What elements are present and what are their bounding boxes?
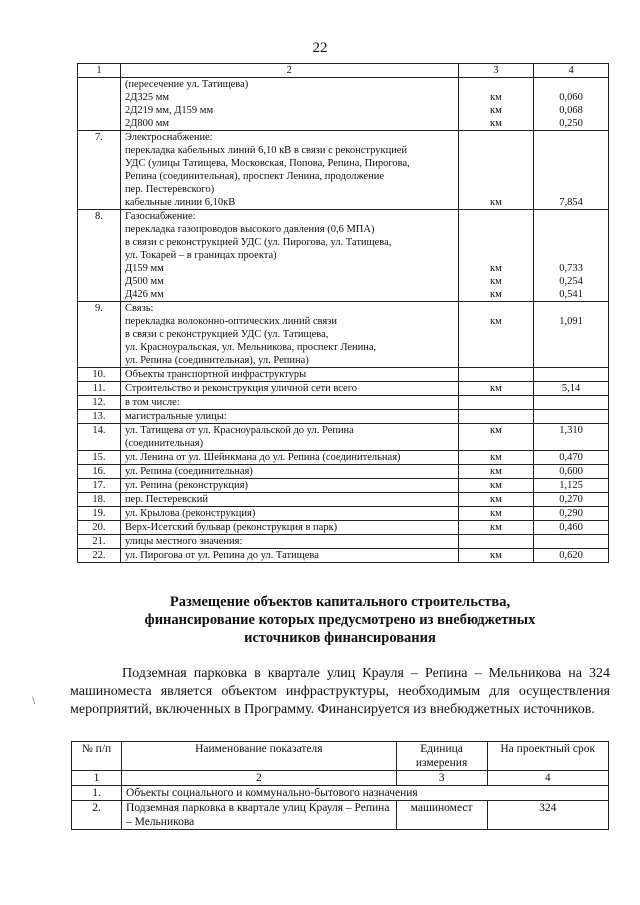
row-units-cell [458, 382, 534, 396]
row-value [538, 157, 604, 170]
header-cell: 4 [534, 64, 609, 78]
row-value: 5,14 [561, 383, 581, 394]
row-unit: км [490, 289, 502, 300]
row-text-line: улицы местного значения: [124, 536, 243, 547]
row-value [538, 410, 604, 423]
row-unit [463, 396, 530, 409]
row-text-line: перекладка газопроводов высокого давления (0,6 МПА) [124, 224, 375, 235]
table-index-row [72, 771, 609, 786]
row-lines-cell [120, 396, 458, 410]
row-unit: км [490, 118, 502, 129]
row-text-line: в связи с реконструкцией УДС (ул. Татищева, [124, 329, 329, 340]
row-text-line: Газоснабжение: [124, 211, 196, 222]
row-lines-cell [120, 535, 458, 549]
section-title-line: финансирование которых предусмотрено из внебюджетных [144, 612, 536, 628]
row-value [538, 341, 604, 354]
table-row [78, 549, 609, 563]
row-value [538, 223, 604, 236]
row-value [538, 249, 604, 262]
row-unit: км [490, 508, 502, 519]
row-text-line: Д159 мм [124, 263, 164, 274]
page-number: 22 [312, 40, 328, 56]
index-cell: 4 [487, 771, 609, 786]
row-lines-cell [120, 368, 458, 382]
row-text-line: Электроснабжение: [124, 132, 213, 143]
row-value [538, 183, 604, 196]
row-text-line: Связь: [124, 303, 154, 314]
row-unit: км [490, 452, 502, 463]
row-values-cell [534, 410, 609, 424]
row-values-cell [534, 210, 609, 302]
row-text-line: ул. Токарей – в границах проекта) [124, 250, 277, 261]
row-values-cell [534, 382, 609, 396]
row-unit [463, 131, 530, 144]
row-number: 9. [78, 302, 121, 368]
row-number: 1. [72, 786, 122, 801]
table-row [78, 410, 609, 424]
table-row [78, 479, 609, 493]
row-lines-cell [120, 382, 458, 396]
row-value [538, 78, 604, 91]
row-lines-cell [120, 465, 458, 479]
row-units-cell [458, 549, 534, 563]
row-text-line: в том числе: [124, 397, 180, 408]
row-unit: км [490, 105, 502, 116]
table-header-row [78, 64, 609, 78]
row-text-line: перекладка кабельных линий 6,10 кВ в связи с реконструкцией [124, 145, 408, 156]
parking-table [71, 741, 609, 830]
row-text-line: ул. Репина (соединительная), ул. Репина) [124, 355, 309, 366]
row-value: 1,091 [559, 316, 583, 327]
row-unit [463, 341, 530, 354]
row-value: 0,068 [559, 105, 583, 116]
row-unit [463, 236, 530, 249]
row-unit [463, 328, 530, 341]
row-number: 22. [78, 549, 121, 563]
row-units-cell [458, 368, 534, 382]
row-value: 0,541 [559, 289, 583, 300]
row-value: 0,600 [559, 466, 583, 477]
row-value: 0,290 [559, 508, 583, 519]
row-number: 21. [78, 535, 121, 549]
row-value [538, 302, 604, 315]
row-number: 18. [78, 493, 121, 507]
row-number: 2. [72, 801, 122, 830]
table-row [72, 801, 609, 830]
row-text-line: Д500 мм [124, 276, 164, 287]
row-value [538, 328, 604, 341]
row-lines-cell [120, 521, 458, 535]
row-units-cell [458, 396, 534, 410]
row-number: 8. [78, 210, 121, 302]
row-number: 7. [78, 131, 121, 210]
row-name: Подземная парковка в квартале улиц Крауля – Репина – Мельникова [122, 801, 397, 830]
row-value: 0,733 [559, 263, 583, 274]
header-cell: 3 [458, 64, 534, 78]
row-unit [463, 170, 530, 183]
row-values-cell [534, 465, 609, 479]
row-lines-cell [120, 451, 458, 465]
row-lines-cell [120, 479, 458, 493]
row-units-cell [458, 302, 534, 368]
row-value [538, 368, 604, 381]
row-values-cell [534, 493, 609, 507]
row-unit [463, 157, 530, 170]
row-unit: км [490, 197, 502, 208]
row-text-line: 2Д325 мм [124, 92, 170, 103]
row-lines-cell [120, 410, 458, 424]
row-text-line: Объекты транспортной инфраструктуры [124, 369, 307, 380]
index-cell: 3 [396, 771, 487, 786]
row-unit: км [490, 480, 502, 491]
row-number: 19. [78, 507, 121, 521]
row-text-line: (соединительная) [124, 438, 204, 449]
row-units-cell [458, 424, 534, 451]
table-row [78, 493, 609, 507]
row-units-cell [458, 535, 534, 549]
header-cell: 1 [78, 64, 121, 78]
row-values-cell [534, 424, 609, 451]
row-number: 10. [78, 368, 121, 382]
table-row [78, 78, 609, 131]
row-text-line: магистральные улицы: [124, 411, 227, 422]
margin-mark: \ [32, 693, 36, 707]
row-units-cell [458, 410, 534, 424]
row-value [538, 437, 604, 450]
row-unit [463, 144, 530, 157]
body-paragraph: Подземная парковка в квартале улиц Крауля – Репина – Мельникова на 324 машиноместа является объектом инфраструктуры, необходимым для осуществления мероприятий, включенных в Программу. Финансируется из внебюджетных источников. [70, 666, 610, 717]
row-unit [463, 410, 530, 423]
row-name: Объекты социального и коммунально-бытового назначения [122, 786, 609, 801]
row-text-line: ул. Пирогова от ул. Репина до ул. Татищева [124, 550, 319, 561]
row-units-cell [458, 521, 534, 535]
table-row [78, 302, 609, 368]
row-lines-cell [120, 302, 458, 368]
row-unit: км [490, 92, 502, 103]
row-unit [463, 535, 530, 548]
row-unit [463, 302, 530, 315]
row-unit: км [490, 263, 502, 274]
table-row [78, 507, 609, 521]
infrastructure-table [77, 63, 609, 563]
row-unit [463, 354, 530, 367]
row-values-cell [534, 396, 609, 410]
row-value [538, 170, 604, 183]
row-value [538, 236, 604, 249]
row-unit: км [490, 466, 502, 477]
row-unit: км [490, 550, 502, 561]
row-value [538, 535, 604, 548]
row-value [538, 396, 604, 409]
row-text-line: Репина (соединительная), проспект Ленина, продолжение [124, 171, 384, 182]
row-values-cell [534, 479, 609, 493]
row-unit [463, 210, 530, 223]
row-unit: км [490, 522, 502, 533]
row-unit [463, 249, 530, 262]
row-lines-cell [120, 424, 458, 451]
row-unit: км [490, 494, 502, 505]
row-unit [463, 437, 530, 450]
row-units-cell [458, 507, 534, 521]
row-text-line: ул. Репина (реконструкция) [124, 480, 248, 491]
row-number: 20. [78, 521, 121, 535]
row-values-cell [534, 302, 609, 368]
row-text-line: ул. Татищева от ул. Красноуральской до ул. Репина [124, 425, 354, 436]
row-number: 13. [78, 410, 121, 424]
row-number: 15. [78, 451, 121, 465]
row-unit: км [490, 425, 502, 436]
section-title [70, 593, 610, 647]
row-unit [463, 368, 530, 381]
col-name-header: Наименование показателя [122, 742, 397, 771]
row-value: 0,250 [559, 118, 583, 129]
row-lines-cell [120, 210, 458, 302]
index-cell: 1 [72, 771, 122, 786]
table-row [78, 465, 609, 479]
row-lines-cell [120, 493, 458, 507]
row-units-cell [458, 493, 534, 507]
row-units-cell [458, 479, 534, 493]
table-row [78, 368, 609, 382]
row-value [538, 131, 604, 144]
table-row [78, 424, 609, 451]
row-unit [463, 183, 530, 196]
row-number: 11. [78, 382, 121, 396]
table-row [78, 535, 609, 549]
row-value: 0,270 [559, 494, 583, 505]
table-header-row [72, 742, 609, 771]
section-title-line: Размещение объектов капитального строительства, [169, 594, 511, 610]
row-text-line: ул. Крылова (реконструкция) [124, 508, 256, 519]
row-value [538, 354, 604, 367]
row-value: 0,460 [559, 522, 583, 533]
row-value: 0,620 [559, 550, 583, 561]
col-term-header: На проектный срок [487, 742, 609, 771]
row-values-cell [534, 521, 609, 535]
row-unit: км [490, 276, 502, 287]
index-cell: 2 [122, 771, 397, 786]
row-text-line: пер. Пестеревский [124, 494, 208, 505]
row-units-cell [458, 465, 534, 479]
col-num-header: № п/п [72, 742, 122, 771]
row-units-cell [458, 78, 534, 131]
table-row [78, 451, 609, 465]
row-number: 17. [78, 479, 121, 493]
table-row [78, 396, 609, 410]
row-value [538, 144, 604, 157]
row-text-line: кабельные линии 6,10кВ [124, 197, 236, 208]
row-value: 1,310 [559, 425, 583, 436]
row-values-cell [534, 368, 609, 382]
row-number: 16. [78, 465, 121, 479]
row-text-line: Д426 мм [124, 289, 164, 300]
row-values-cell [534, 131, 609, 210]
row-value: 7,854 [559, 197, 583, 208]
row-values-cell [534, 78, 609, 131]
row-text-line: ул. Репина (соединительная) [124, 466, 253, 477]
row-value: 0,470 [559, 452, 583, 463]
row-number: 12. [78, 396, 121, 410]
row-units-cell [458, 451, 534, 465]
section-title-line: источников финансирования [244, 630, 436, 646]
row-unit: км [490, 316, 502, 327]
row-text-line: пер. Пестеревского) [124, 184, 215, 195]
row-text-line: в связи с реконструкцией УДС (ул. Пирогова, ул. Татищева, [124, 237, 392, 248]
row-values-cell [534, 549, 609, 563]
row-text-line: 2Д219 мм, Д159 мм [124, 105, 214, 116]
row-text-line: 2Д800 мм [124, 118, 170, 129]
row-value: 1,125 [559, 480, 583, 491]
row-text-line: Строительство и реконструкция уличной сети всего [124, 383, 358, 394]
row-unit: машиномест [396, 801, 487, 830]
row-number: 14. [78, 424, 121, 451]
table-row [72, 786, 609, 801]
row-values-cell [534, 451, 609, 465]
row-text-line: перекладка волоконно-оптических линий связи [124, 316, 337, 327]
table-row [78, 131, 609, 210]
table-row [78, 382, 609, 396]
row-units-cell [458, 131, 534, 210]
row-lines-cell [120, 507, 458, 521]
col-unit-header: Единица измерения [396, 742, 487, 771]
row-text-line: ул. Красноуральская, ул. Мельникова, проспект Ленина, [124, 342, 377, 353]
row-lines-cell [120, 131, 458, 210]
table-row [78, 521, 609, 535]
row-unit [463, 78, 530, 91]
table-row [78, 210, 609, 302]
row-lines-cell [120, 549, 458, 563]
row-value: 0,254 [559, 276, 583, 287]
row-text-line: Верх-Исетский бульвар (реконструкция в парк) [124, 522, 338, 533]
row-value: 0,060 [559, 92, 583, 103]
row-value [538, 210, 604, 223]
row-text-line: ул. Ленина от ул. Шейнкмана до ул. Репина (соединительная) [124, 452, 401, 463]
header-cell: 2 [120, 64, 458, 78]
row-lines-cell [120, 78, 458, 131]
row-text-line: УДС (улицы Татищева, Московская, Попова, Репина, Пирогова, [124, 158, 410, 169]
row-units-cell [458, 210, 534, 302]
row-unit: км [490, 383, 502, 394]
row-value: 324 [487, 801, 609, 830]
row-values-cell [534, 535, 609, 549]
row-number [78, 78, 121, 131]
row-text-line: (пересечение ул. Татищева) [124, 79, 249, 90]
row-unit [463, 223, 530, 236]
row-values-cell [534, 507, 609, 521]
